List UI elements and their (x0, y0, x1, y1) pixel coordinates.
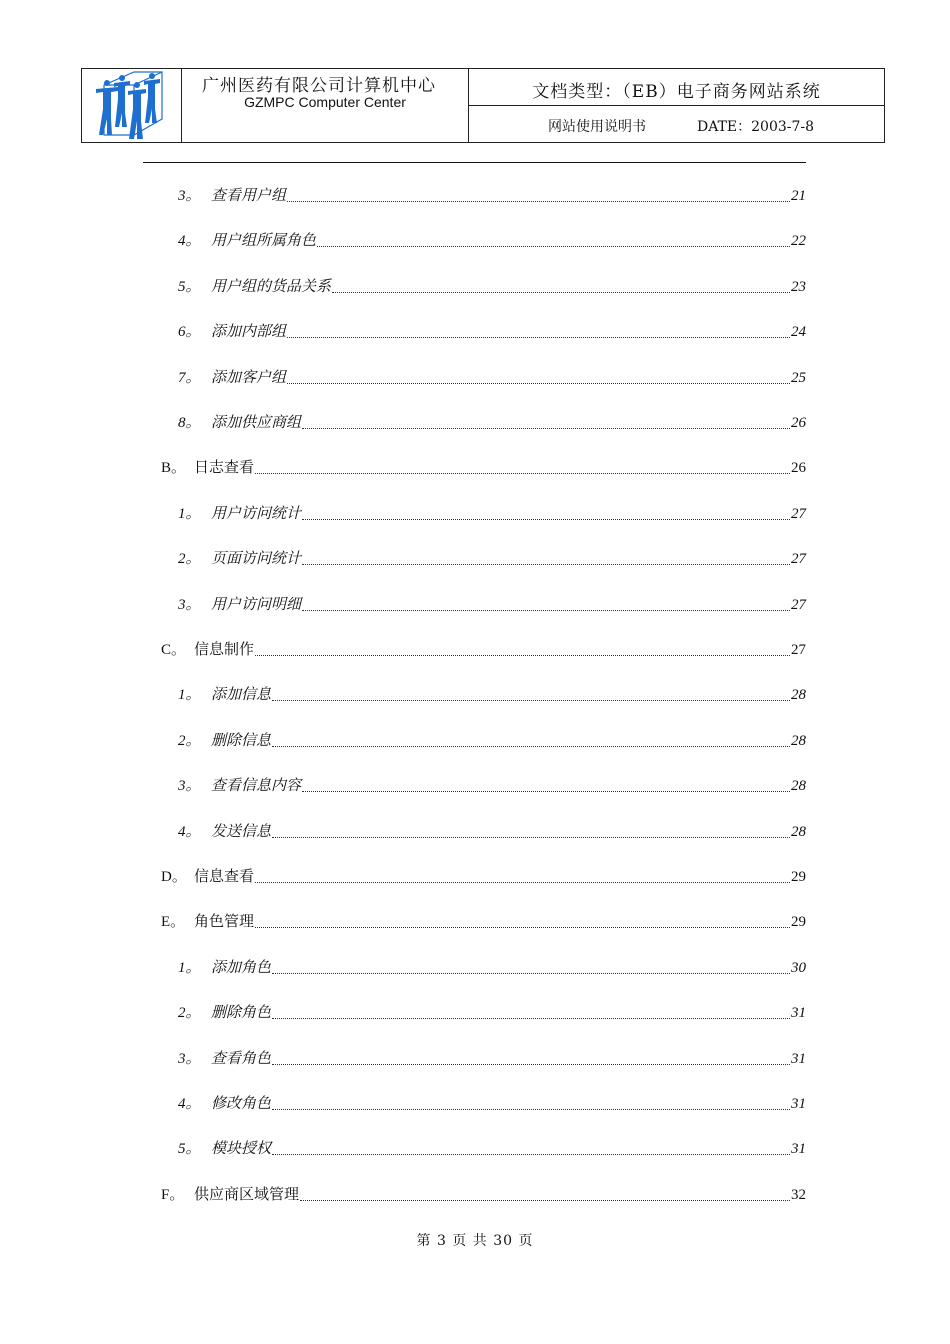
toc-entry-page: 28 (791, 733, 806, 749)
company-name-cn: 广州医药有限公司计算机中心 (202, 76, 436, 96)
toc-entry[interactable] (178, 683, 806, 705)
doc-name: 网站使用说明书 (548, 119, 646, 135)
toc-dot-leader (255, 654, 790, 656)
toc-entry[interactable] (178, 366, 806, 388)
toc-entry-title: 添加客户组 (211, 368, 287, 386)
toc-entry-title: 删除信息 (211, 731, 272, 749)
toc-entry-page: 24 (791, 324, 806, 340)
toc-entry-page: 21 (791, 188, 806, 204)
toc-entry[interactable] (178, 956, 806, 978)
toc-entry-page: 26 (791, 460, 806, 476)
toc-entry[interactable] (161, 910, 806, 932)
toc-entry-page: 28 (791, 687, 806, 703)
toc-entry[interactable] (178, 411, 806, 433)
toc-entry[interactable] (161, 865, 806, 887)
toc-entry-number: 2。 (178, 551, 201, 567)
toc-entry-page: 31 (791, 1141, 806, 1157)
toc-entry[interactable] (178, 820, 806, 842)
toc-dot-leader (272, 699, 790, 701)
toc-entry-page: 30 (791, 960, 806, 976)
toc-entry-page: 28 (791, 778, 806, 794)
toc-entry[interactable] (178, 1092, 806, 1114)
toc-entry[interactable] (161, 456, 806, 478)
doc-meta-cell (469, 106, 884, 142)
toc-dot-leader (272, 1063, 790, 1065)
toc-entry-page: 27 (791, 506, 806, 522)
toc-dot-leader (255, 926, 790, 928)
toc-entry-page: 29 (791, 914, 806, 930)
toc-dot-leader (302, 790, 790, 792)
toc-entry[interactable] (178, 320, 806, 342)
toc-entry-number: 4。 (178, 1096, 201, 1112)
toc-entry-page: 32 (791, 1187, 806, 1203)
toc-dot-leader (272, 1153, 790, 1155)
toc-entry-title: 删除角色 (211, 1003, 272, 1021)
toc-entry-title: 日志查看 (194, 458, 255, 476)
toc-dot-leader (302, 427, 790, 429)
toc-entry-number: 8。 (178, 415, 201, 431)
toc-entry[interactable] (178, 593, 806, 615)
toc-entry-title: 角色管理 (194, 912, 255, 930)
header-divider (143, 162, 806, 163)
logo-cell (82, 69, 182, 142)
toc-entry-title: 模块授权 (211, 1139, 272, 1157)
toc-dot-leader (287, 382, 790, 384)
toc-entry-page: 25 (791, 370, 806, 386)
toc-entry[interactable] (178, 275, 806, 297)
toc-dot-leader (272, 745, 790, 747)
toc-entry-page: 27 (791, 597, 806, 613)
toc-entry-title: 页面访问统计 (211, 549, 302, 567)
toc-entry-number: 3。 (178, 188, 201, 204)
document-header (81, 68, 885, 143)
toc-entry[interactable] (178, 547, 806, 569)
toc-entry-number: 4。 (178, 233, 201, 249)
toc-dot-leader (272, 836, 790, 838)
toc-entry[interactable] (161, 1183, 806, 1205)
company-name-en: GZMPC Computer Center (244, 94, 406, 110)
toc-dot-leader (332, 291, 790, 293)
toc-entry[interactable] (178, 729, 806, 751)
toc-entry-title: 查看信息内容 (211, 776, 302, 794)
toc-entry-title: 供应商区域管理 (194, 1185, 300, 1203)
toc-entry-number: 4。 (178, 824, 201, 840)
toc-entry-title: 信息查看 (194, 867, 255, 885)
toc-entry-page: 28 (791, 824, 806, 840)
toc-entry-title: 查看用户组 (211, 186, 287, 204)
toc-dot-leader (317, 245, 790, 247)
toc-entry-page: 23 (791, 279, 806, 295)
toc-entry-number: 3。 (178, 778, 201, 794)
toc-dot-leader (272, 1108, 790, 1110)
toc-entry[interactable] (178, 1047, 806, 1069)
toc-entry-number: C。 (161, 642, 187, 658)
doc-type: 文档类型：（EB）电子商务网站系统 (532, 82, 821, 102)
toc-entry-page: 26 (791, 415, 806, 431)
company-cell (182, 69, 469, 142)
doc-type-cell (469, 69, 884, 106)
toc-entry[interactable] (178, 229, 806, 251)
toc-entry-title: 添加信息 (211, 685, 272, 703)
toc-entry-number: 1。 (178, 960, 201, 976)
toc-dot-leader (272, 972, 790, 974)
toc-entry-number: 3。 (178, 1051, 201, 1067)
toc-entry-number: F。 (161, 1187, 185, 1203)
toc-entry-page: 22 (791, 233, 806, 249)
page-footer: 第 3 页 共 30 页 (416, 1233, 534, 1249)
toc-dot-leader (287, 200, 790, 202)
toc-entry-number: 6。 (178, 324, 201, 340)
toc-dot-leader (302, 518, 790, 520)
toc-entry[interactable] (161, 638, 806, 660)
toc-entry-page: 31 (791, 1051, 806, 1067)
toc-entry-title: 用户组所属角色 (211, 231, 317, 249)
toc-entry[interactable] (178, 1137, 806, 1159)
toc-entry-page: 27 (791, 551, 806, 567)
toc-dot-leader (255, 472, 790, 474)
toc-entry-number: 2。 (178, 1005, 201, 1021)
toc-dot-leader (302, 563, 790, 565)
toc-entry-number: D。 (161, 869, 187, 885)
toc-entry-page: 29 (791, 869, 806, 885)
toc-entry-number: 7。 (178, 370, 201, 386)
toc-entry-title: 用户组的货品关系 (211, 277, 332, 295)
toc-entry-number: 3。 (178, 597, 201, 613)
toc-entry-title: 发送信息 (211, 822, 272, 840)
toc-dot-leader (287, 336, 790, 338)
toc-entry-number: 1。 (178, 687, 201, 703)
toc-entry-title: 添加角色 (211, 958, 272, 976)
toc-entry-title: 查看角色 (211, 1049, 272, 1067)
toc-entry-title: 信息制作 (194, 640, 255, 658)
toc-entry[interactable] (178, 1001, 806, 1023)
toc-entry-number: 5。 (178, 279, 201, 295)
toc-entry-title: 修改角色 (211, 1094, 272, 1112)
toc-entry-page: 27 (791, 642, 806, 658)
toc-entry-title: 添加内部组 (211, 322, 287, 340)
company-logo (82, 69, 182, 142)
toc-entry-title: 用户访问明细 (211, 595, 302, 613)
doc-date: DATE：2003-7-8 (697, 119, 815, 135)
toc-entry[interactable] (178, 774, 806, 796)
toc-entry-title: 添加供应商组 (211, 413, 302, 431)
toc-dot-leader (302, 609, 790, 611)
toc-entry-number: 2。 (178, 733, 201, 749)
toc-entry-page: 31 (791, 1005, 806, 1021)
toc-dot-leader (300, 1199, 790, 1201)
toc-entry-page: 31 (791, 1096, 806, 1112)
toc-entry[interactable] (178, 184, 806, 206)
toc-entry-number: 1。 (178, 506, 201, 522)
toc-entry-title: 用户访问统计 (211, 504, 302, 522)
toc-entry[interactable] (178, 502, 806, 524)
toc-dot-leader (272, 1017, 790, 1019)
toc-entry-number: E。 (161, 914, 186, 930)
toc-dot-leader (255, 881, 790, 883)
toc-entry-number: B。 (161, 460, 187, 476)
toc-entry-number: 5。 (178, 1141, 201, 1157)
